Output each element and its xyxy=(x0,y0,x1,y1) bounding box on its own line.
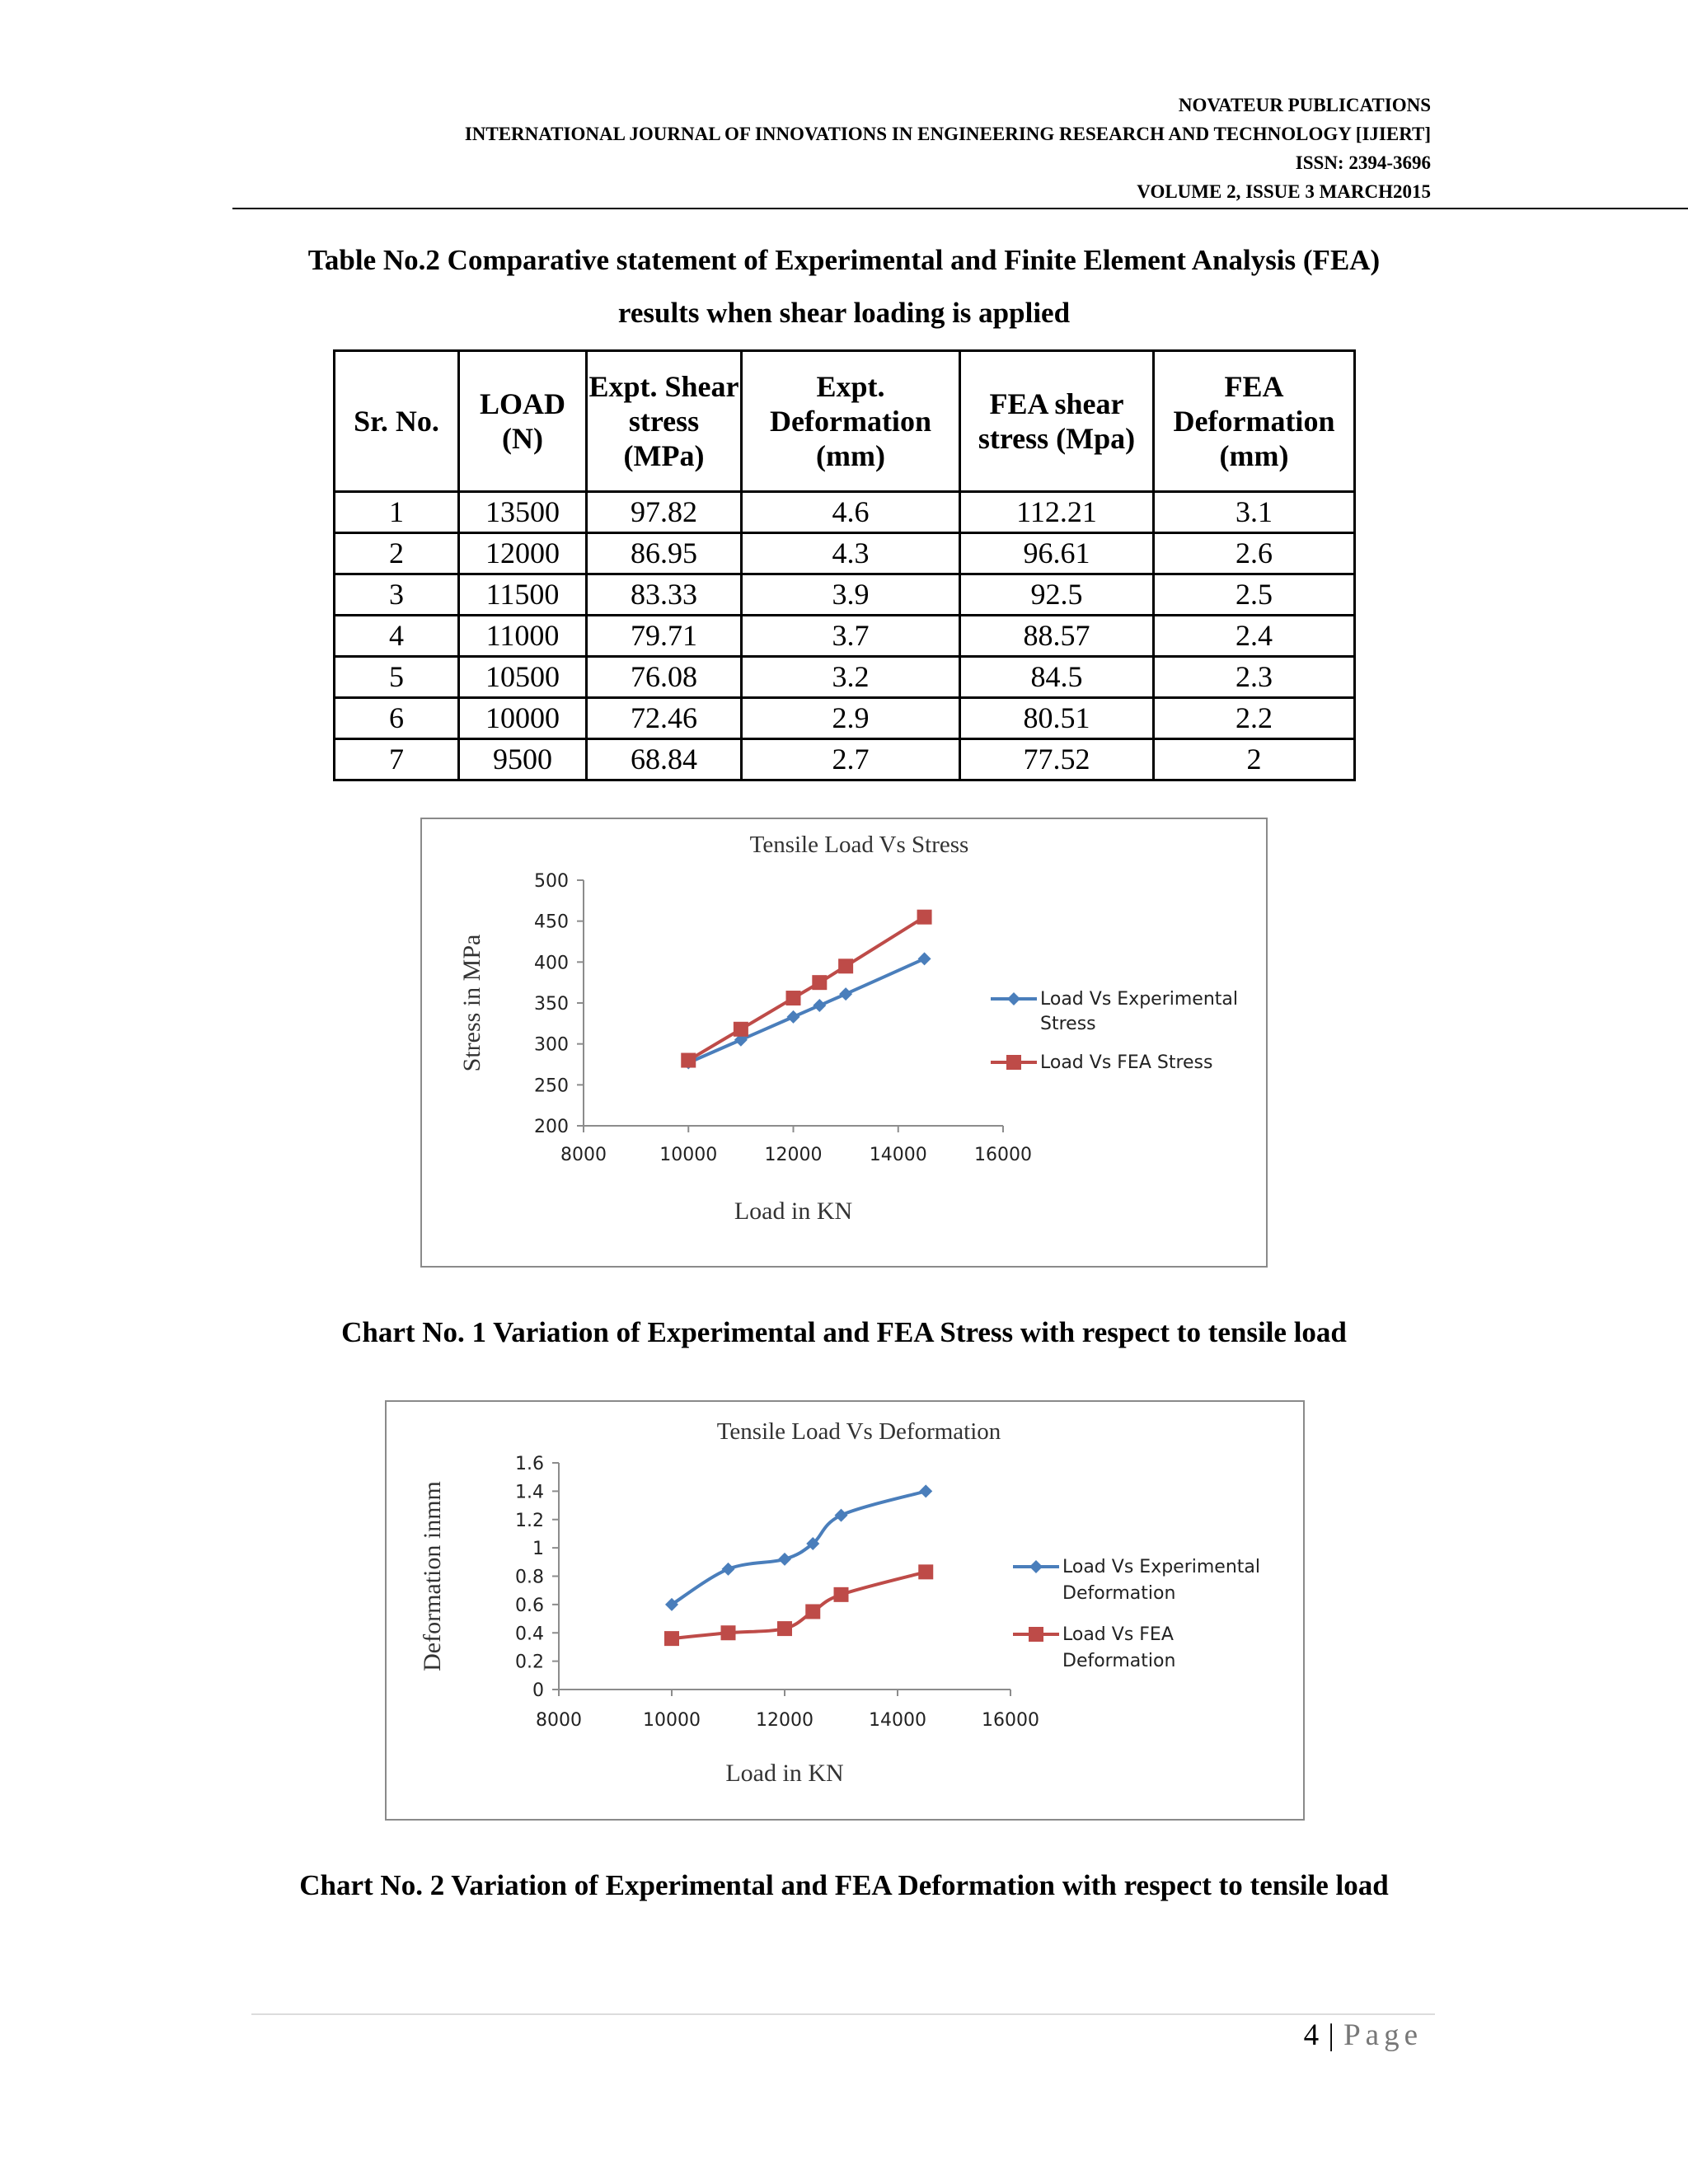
table-cell: 5 xyxy=(335,657,459,698)
table-row xyxy=(335,657,1355,698)
y-axis-label: Deformation inmm xyxy=(419,1481,446,1671)
x-tick-label: 12000 xyxy=(756,1710,814,1731)
table-cell: 112.21 xyxy=(960,492,1154,533)
chart-title: Tensile Load Vs Deformation xyxy=(716,1418,1001,1445)
table-cell: 79.71 xyxy=(587,616,742,657)
table-cell: 6 xyxy=(335,698,459,739)
footer-rule xyxy=(251,2013,1435,2015)
table-row xyxy=(335,533,1355,574)
series-line xyxy=(672,1491,926,1605)
legend-label-line: Stress xyxy=(1040,1014,1096,1034)
table-caption-line1: Table No.2 Comparative statement of Experimental and Finite Element Analysis (FEA) xyxy=(307,244,1381,276)
table-cell: 83.33 xyxy=(587,574,742,616)
table-cell: 2.9 xyxy=(742,698,960,739)
chart-title: Tensile Load Vs Stress xyxy=(749,832,969,858)
x-tick-label: 14000 xyxy=(869,1710,926,1731)
data-point xyxy=(777,1621,792,1636)
chart-stress xyxy=(420,818,1268,1268)
volume-issue: VOLUME 2, ISSUE 3 MARCH2015 xyxy=(1137,181,1431,202)
table-cell: 2.4 xyxy=(1154,616,1355,657)
table-cell: 2.5 xyxy=(1154,574,1355,616)
y-tick-label: 350 xyxy=(534,994,569,1015)
legend-label xyxy=(1040,989,1238,1034)
chart1-caption: Chart No. 1 Variation of Experimental and FEA Stress with respect to tensile load xyxy=(341,1316,1347,1348)
x-tick-label: 16000 xyxy=(974,1145,1032,1165)
table-row xyxy=(335,574,1355,616)
table-cell: 2.3 xyxy=(1154,657,1355,698)
data-point xyxy=(834,1587,849,1602)
table-cell: 3.2 xyxy=(742,657,960,698)
x-axis-label: Load in KN xyxy=(725,1760,844,1787)
legend-label xyxy=(1062,1557,1260,1604)
legend-label xyxy=(1040,1052,1212,1073)
data-point xyxy=(787,1010,800,1024)
data-point xyxy=(918,952,931,965)
y-tick-label: 0.4 xyxy=(515,1624,544,1645)
table-cell: 2.7 xyxy=(742,739,960,780)
table-cell: 2.2 xyxy=(1154,698,1355,739)
data-point xyxy=(918,1564,933,1579)
data-point xyxy=(786,991,801,1005)
x-tick-label: 14000 xyxy=(869,1145,927,1165)
series-line xyxy=(688,917,924,1061)
data-point xyxy=(734,1022,748,1037)
data-point xyxy=(838,958,853,973)
table-cell: 2 xyxy=(1154,739,1355,780)
table-cell: 11000 xyxy=(459,616,587,657)
page-separator: | xyxy=(1328,2018,1335,2052)
legend-label-line: Load Vs Experimental xyxy=(1040,989,1238,1010)
table-caption-line2: results when shear loading is applied xyxy=(617,297,1071,329)
table-cell: 10500 xyxy=(459,657,587,698)
x-tick-label: 16000 xyxy=(982,1710,1039,1731)
series-line xyxy=(688,958,924,1062)
legend-label-line: Load Vs FEA xyxy=(1062,1624,1174,1645)
table-cell: 84.5 xyxy=(960,657,1154,698)
table-row xyxy=(335,698,1355,739)
col-header: FEA shear stress (Mpa) xyxy=(960,351,1154,492)
series-line xyxy=(672,1572,926,1638)
data-point xyxy=(721,1625,736,1640)
table-cell: 12000 xyxy=(459,533,587,574)
y-tick-label: 1.2 xyxy=(515,1510,544,1531)
data-point xyxy=(835,1509,848,1522)
data-point xyxy=(917,910,932,925)
y-tick-label: 0.2 xyxy=(515,1652,544,1673)
col-header: Expt. Shear stress (MPa) xyxy=(587,351,742,492)
legend-marker xyxy=(1007,992,1020,1005)
y-tick-label: 0.6 xyxy=(515,1595,544,1616)
table-row xyxy=(335,616,1355,657)
journal-name: INTERNATIONAL JOURNAL OF INNOVATIONS IN ENGINEERING RESEARCH AND TECHNOLOGY [IJIERT] xyxy=(464,124,1431,144)
y-tick-label: 1.4 xyxy=(515,1482,544,1503)
table-cell: 96.61 xyxy=(960,533,1154,574)
data-point xyxy=(839,987,852,1001)
table-body xyxy=(335,492,1355,780)
table-cell: 80.51 xyxy=(960,698,1154,739)
y-tick-label: 200 xyxy=(534,1117,569,1137)
y-tick-label: 500 xyxy=(534,871,569,892)
table-cell: 13500 xyxy=(459,492,587,533)
table-cell: 72.46 xyxy=(587,698,742,739)
table-cell: 4.6 xyxy=(742,492,960,533)
table-cell: 97.82 xyxy=(587,492,742,533)
table-cell: 77.52 xyxy=(960,739,1154,780)
y-tick-label: 0.8 xyxy=(515,1567,544,1588)
table-cell: 11500 xyxy=(459,574,587,616)
header-rule xyxy=(232,208,1688,209)
x-tick-label: 8000 xyxy=(560,1145,607,1165)
table-cell: 10000 xyxy=(459,698,587,739)
issn: ISSN: 2394-3696 xyxy=(1295,152,1431,173)
table-cell: 9500 xyxy=(459,739,587,780)
legend-label-line: Deformation xyxy=(1062,1651,1176,1671)
y-tick-label: 1.6 xyxy=(515,1454,544,1474)
comparison-table xyxy=(333,349,1356,781)
page-number-value: 4 xyxy=(1303,2018,1320,2052)
legend-label-line: Load Vs Experimental xyxy=(1062,1557,1260,1577)
publisher-name: NOVATEUR PUBLICATIONS xyxy=(1178,95,1431,115)
col-header: Sr. No. xyxy=(335,351,459,492)
legend-label-line: Load Vs FEA Stress xyxy=(1040,1052,1213,1073)
table-cell: 1 xyxy=(335,492,459,533)
y-tick-label: 250 xyxy=(534,1076,569,1097)
chart-deformation-svg xyxy=(387,1402,1303,1819)
y-tick-label: 0 xyxy=(532,1680,544,1701)
table-row xyxy=(335,492,1355,533)
table-cell: 3.7 xyxy=(742,616,960,657)
table-row xyxy=(335,739,1355,780)
chart-stress-svg xyxy=(422,819,1266,1266)
chart-deformation xyxy=(385,1400,1305,1821)
x-tick-label: 10000 xyxy=(659,1145,718,1165)
x-tick-label: 12000 xyxy=(764,1145,823,1165)
data-point xyxy=(813,999,826,1012)
table-cell: 2 xyxy=(335,533,459,574)
col-header: FEA Deformation (mm) xyxy=(1154,351,1355,492)
table-cell: 3.1 xyxy=(1154,492,1355,533)
table-cell: 92.5 xyxy=(960,574,1154,616)
data-point xyxy=(919,1484,932,1497)
chart2-caption: Chart No. 2 Variation of Experimental and FEA Deformation with respect to tensile load xyxy=(299,1869,1389,1901)
table-cell: 7 xyxy=(335,739,459,780)
table-cell: 68.84 xyxy=(587,739,742,780)
table-cell: 3 xyxy=(335,574,459,616)
table-cell: 2.6 xyxy=(1154,533,1355,574)
table-cell: 4 xyxy=(335,616,459,657)
page-word: Page xyxy=(1343,2018,1423,2052)
col-header: Expt. Deformation (mm) xyxy=(742,351,960,492)
x-tick-label: 8000 xyxy=(536,1710,582,1731)
legend-marker xyxy=(1029,1627,1043,1642)
data-point xyxy=(805,1604,820,1619)
y-axis-label: Stress in MPa xyxy=(458,934,485,1072)
table-cell: 3.9 xyxy=(742,574,960,616)
table-cell: 88.57 xyxy=(960,616,1154,657)
y-tick-label: 400 xyxy=(534,953,569,974)
table-cell: 86.95 xyxy=(587,533,742,574)
y-tick-label: 450 xyxy=(534,912,569,933)
data-point xyxy=(812,975,827,990)
x-tick-label: 10000 xyxy=(643,1710,701,1731)
legend-marker xyxy=(1006,1055,1021,1070)
data-point xyxy=(722,1563,735,1576)
table-header-row xyxy=(335,351,1355,492)
legend-label xyxy=(1062,1624,1175,1671)
y-tick-label: 300 xyxy=(534,1034,569,1056)
y-tick-label: 1 xyxy=(532,1539,544,1560)
col-header: LOAD (N) xyxy=(459,351,587,492)
legend-label-line: Deformation xyxy=(1062,1583,1176,1604)
x-axis-label: Load in KN xyxy=(734,1197,853,1225)
data-point xyxy=(664,1631,679,1646)
table-cell: 76.08 xyxy=(587,657,742,698)
page-number xyxy=(1304,2018,1423,2053)
data-point xyxy=(778,1553,791,1566)
data-point xyxy=(681,1053,696,1068)
table-cell: 4.3 xyxy=(742,533,960,574)
legend-marker xyxy=(1029,1560,1043,1573)
